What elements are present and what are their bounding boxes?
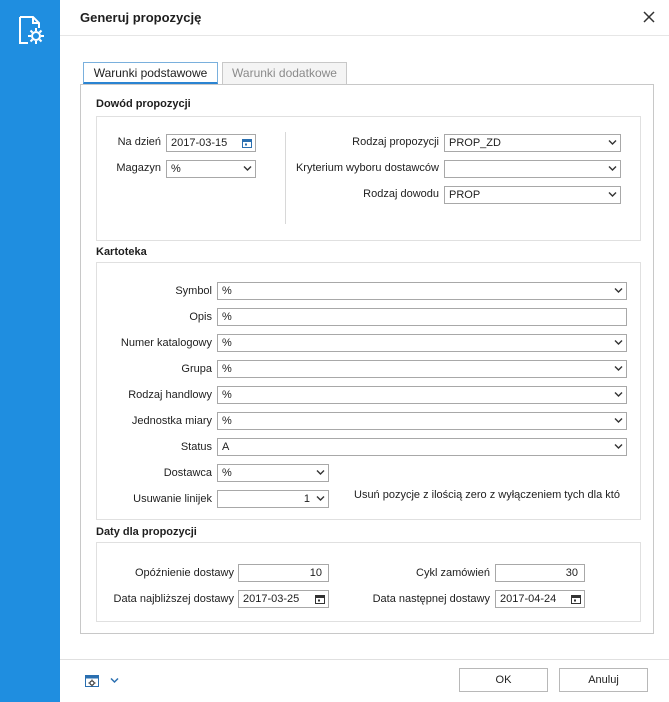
usuwanie-linijek-select[interactable]: 1 <box>217 490 329 508</box>
dialog-title: Generuj propozycję <box>80 10 202 25</box>
rodzaj-propozycji-label: Rodzaj propozycji <box>352 136 439 148</box>
rodzaj-propozycji-select[interactable]: PROP_ZD <box>444 134 621 152</box>
group-daty <box>96 542 641 622</box>
nastepna-label: Data następnej dostawy <box>372 593 490 605</box>
tab-panel <box>80 84 654 634</box>
close-icon[interactable] <box>641 9 657 25</box>
chevron-down-icon <box>110 677 119 684</box>
usuwanie-linijek-label: Usuwanie linijek <box>133 493 212 505</box>
na-dzien-date-input[interactable]: 2017-03-15 <box>166 134 256 152</box>
tab-warunki-podstawowe[interactable]: Warunki podstawowe <box>83 62 218 84</box>
dostawca-label: Dostawca <box>163 467 212 479</box>
section-title-daty: Daty dla propozycji <box>96 526 197 538</box>
chevron-down-icon <box>608 139 617 146</box>
nastepna-date-input[interactable]: 2017-04-24 <box>495 590 585 608</box>
kryterium-label: Kryterium wyboru dostawców <box>295 162 439 174</box>
group-dowod <box>96 116 641 241</box>
symbol-select[interactable]: % <box>217 282 627 300</box>
opoznienie-label: Opóźnienie dostawy <box>134 567 234 579</box>
cykl-input[interactable]: 30 <box>495 564 585 582</box>
section-title-kartoteka: Kartoteka <box>96 246 147 258</box>
calendar-icon[interactable] <box>571 594 581 604</box>
calendar-icon[interactable] <box>315 594 325 604</box>
dialog-window <box>60 0 669 702</box>
najblizsza-date-input[interactable]: 2017-03-25 <box>238 590 329 608</box>
magazyn-select[interactable]: % <box>166 160 256 178</box>
calendar-icon[interactable] <box>242 138 252 148</box>
dostawca-select[interactable]: % <box>217 464 329 482</box>
symbol-label: Symbol <box>175 285 212 297</box>
najblizsza-label: Data najbliższej dostawy <box>113 593 234 605</box>
chevron-down-icon <box>608 165 617 172</box>
numer-katalogowy-select[interactable]: % <box>217 334 627 352</box>
cykl-label: Cykl zamówień <box>416 567 490 579</box>
status-select[interactable]: A <box>217 438 627 456</box>
rodzaj-dowodu-select[interactable]: PROP <box>444 186 621 204</box>
chevron-down-icon <box>316 495 325 502</box>
chevron-down-icon <box>614 339 623 346</box>
chevron-down-icon <box>614 365 623 372</box>
group-kartoteka <box>96 262 641 520</box>
window-settings-icon <box>84 673 100 689</box>
jednostka-miary-select[interactable]: % <box>217 412 627 430</box>
section-title-dowod: Dowód propozycji <box>96 98 191 110</box>
opoznienie-input[interactable]: 10 <box>238 564 329 582</box>
numer-katalogowy-label: Numer katalogowy <box>120 337 212 349</box>
jednostka-miary-label: Jednostka miary <box>131 415 212 427</box>
chevron-down-icon <box>608 191 617 198</box>
cancel-button[interactable]: Anuluj <box>559 668 648 692</box>
grupa-select[interactable]: % <box>217 360 627 378</box>
opis-label: Opis <box>189 311 212 323</box>
title-bar <box>60 0 669 36</box>
opis-input[interactable]: % <box>217 308 627 326</box>
rodzaj-dowodu-label: Rodzaj dowodu <box>363 188 439 200</box>
grupa-label: Grupa <box>181 363 212 375</box>
chevron-down-icon <box>614 443 623 450</box>
bottom-bar <box>60 659 669 702</box>
rodzaj-handlowy-label: Rodzaj handlowy <box>128 389 212 401</box>
tab-warunki-dodatkowe[interactable]: Warunki dodatkowe <box>222 62 347 84</box>
rodzaj-handlowy-select[interactable]: % <box>217 386 627 404</box>
ok-button[interactable]: OK <box>459 668 548 692</box>
chevron-down-icon <box>316 469 325 476</box>
chevron-down-icon <box>614 287 623 294</box>
magazyn-label: Magazyn <box>116 162 161 174</box>
usuwanie-linijek-note: Usuń pozycje z ilością zero z wyłączeniem tych dla któ <box>354 489 620 501</box>
settings-menu-button[interactable] <box>84 673 124 689</box>
status-label: Status <box>180 441 212 453</box>
group-divider <box>285 132 286 224</box>
na-dzien-label: Na dzień <box>117 136 161 148</box>
app-sidebar-strip <box>0 0 60 702</box>
chevron-down-icon <box>243 165 252 172</box>
chevron-down-icon <box>614 417 623 424</box>
document-settings-icon <box>14 14 46 46</box>
chevron-down-icon <box>614 391 623 398</box>
kryterium-select[interactable] <box>444 160 621 178</box>
